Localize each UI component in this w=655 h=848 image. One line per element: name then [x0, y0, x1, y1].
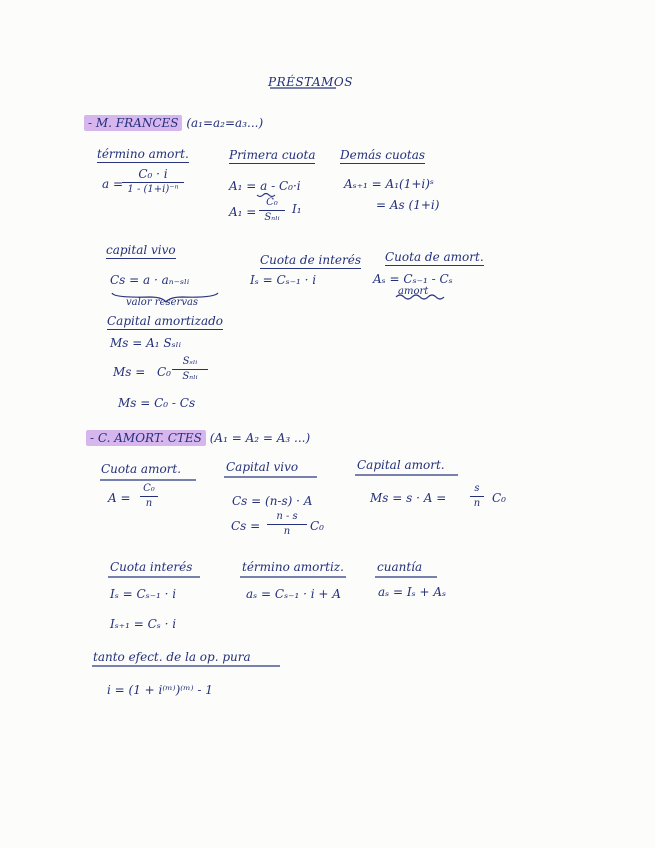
termino-amort-numerator: C₀ · i — [138, 167, 168, 181]
capital-vivo-title: capital vivo — [106, 243, 176, 257]
capital-amortizado-formula-2-c: C₀ — [157, 365, 171, 379]
capital-amort-ctes-fraction — [470, 484, 484, 509]
termino-amortiz-ctes-formula: aₛ = Cₛ₋₁ · i + A — [246, 587, 341, 601]
termino-amort-fraction — [122, 168, 184, 195]
termino-amort-lhs: a = — [102, 177, 124, 191]
capital-amort-ctes-numerator: s — [474, 483, 480, 494]
capital-amortizado-title: Capital amortizado — [107, 314, 224, 328]
cuota-amort-note: amort — [398, 286, 429, 297]
capital-amortizado-denominator: Sₙₗᵢ — [182, 371, 198, 382]
termino-amort-denominator: 1 - (1+i)⁻ⁿ — [127, 184, 179, 195]
capital-vivo-ctes-fraction — [267, 512, 307, 537]
primera-cuota-fraction — [259, 198, 285, 223]
section-heading-cuotas-constantes — [86, 432, 310, 444]
demas-cuotas-formula-1: Aₛ₊₁ = A₁(1+i)ˢ — [344, 177, 434, 191]
capital-amortizado-formula-3: Ms = C₀ - Cs — [118, 396, 196, 410]
tanto-efectivo-formula: i = (1 + i⁽ᵐ⁾)⁽ᵐ⁾ - 1 — [107, 683, 213, 697]
capital-vivo-formula: Cs = a · aₙ₋ₛₗᵢ — [110, 273, 190, 287]
cuantia-formula: aₛ = Iₛ + Aₛ — [378, 585, 447, 599]
primera-cuota-denominator: Sₙₗᵢ — [264, 212, 280, 223]
termino-amortiz-ctes-title: término amortiz. — [242, 560, 344, 574]
section-heading-frances — [84, 117, 263, 129]
cuota-interes-formula: Iₛ = Cₛ₋₁ · i — [250, 273, 317, 287]
tanto-efectivo-title: tanto efect. de la op. pura — [93, 650, 251, 664]
capital-amortizado-formula-2-lhs: Ms = — [113, 365, 146, 379]
capital-vivo-ctes-formula-1: Cs = (n-s) · A — [232, 494, 313, 508]
cuota-interes-ctes-formula-2: Iₛ₊₁ = Cₛ · i — [110, 617, 177, 631]
cuota-interes-ctes-formula-1: Iₛ = Cₛ₋₁ · i — [110, 587, 177, 601]
capital-amortizado-formula-1: Ms = A₁ Sₛₗᵢ — [110, 336, 182, 350]
primera-cuota-title: Primera cuota — [229, 148, 316, 162]
capital-vivo-ctes-denominator: n — [283, 526, 291, 537]
capital-amort-ctes-title: Capital amort. — [357, 458, 445, 472]
termino-amort-title: término amort. — [97, 147, 189, 161]
primera-cuota-formula-1: A₁ = a - C₀·i — [229, 179, 301, 193]
capital-vivo-note: valor reservas — [126, 297, 199, 308]
cuota-amort-ctes-fraction — [140, 484, 158, 509]
capital-vivo-ctes-formula-2-rhs: C₀ — [310, 519, 324, 533]
capital-amortizado-fraction — [172, 357, 208, 382]
cuota-amort-ctes-numerator: C₀ — [143, 483, 155, 494]
capital-vivo-ctes-formula-2-lhs: Cs = — [231, 519, 261, 533]
cuota-amort-formula: Aₛ = Cₛ₋₁ - Cₛ — [373, 272, 453, 286]
cuota-interes-title: Cuota de interés — [260, 253, 362, 267]
cuota-interes-ctes-title: Cuota interés — [110, 560, 193, 574]
cuota-amort-ctes-title: Cuota amort. — [101, 462, 182, 476]
capital-vivo-ctes-title: Capital vivo — [226, 460, 299, 474]
capital-amort-ctes-rhs: C₀ — [492, 491, 506, 505]
primera-cuota-formula-2-lhs: A₁ = — [229, 205, 257, 219]
cuota-amort-ctes-denominator: n — [145, 498, 153, 509]
section-heading-text: - M. FRANCES — [84, 115, 182, 131]
page-title: PRÉSTAMOS — [268, 75, 353, 89]
cuota-amort-title: Cuota de amort. — [385, 250, 484, 264]
section2-heading-relation: (A₁ = A₂ = A₃ ...) — [209, 431, 311, 445]
demas-cuotas-title: Demás cuotas — [340, 148, 426, 162]
section-heading-relation: (a₁=a₂=a₃...) — [186, 116, 264, 130]
primera-cuota-formula-2-rhs: I₁ — [292, 202, 302, 216]
demas-cuotas-formula-2: = As (1+i) — [376, 198, 440, 212]
capital-amort-ctes-denominator: n — [473, 498, 481, 509]
primera-cuota-numerator: C₀ — [266, 197, 278, 208]
cuantia-title: cuantía — [377, 560, 423, 574]
cuota-amort-ctes-lhs: A = — [108, 491, 131, 505]
capital-amort-ctes-formula: Ms = s · A = — [370, 491, 447, 505]
capital-amortizado-numerator: Sₛₗᵢ — [182, 356, 198, 367]
section2-heading-text: - C. AMORT. CTES — [86, 430, 206, 446]
capital-vivo-ctes-numerator: n - s — [276, 511, 298, 522]
